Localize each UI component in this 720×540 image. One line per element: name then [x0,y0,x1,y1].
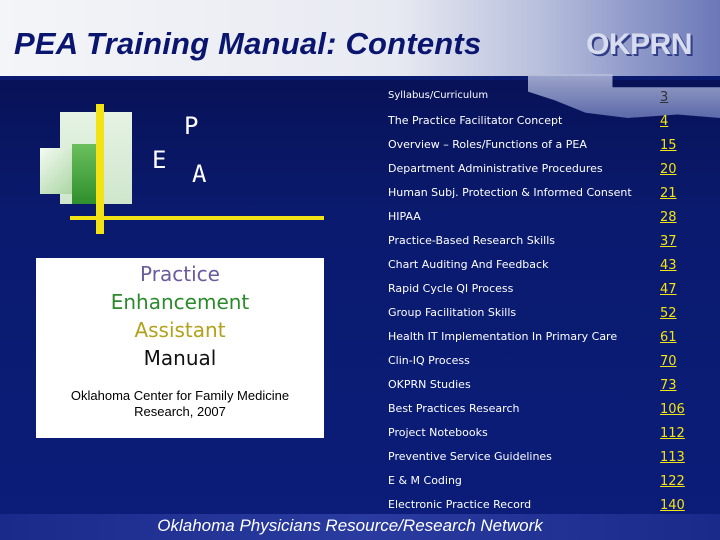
toc-item-label: Overview – Roles/Functions of a PEA [388,138,587,151]
okprn-logo-text: OKPRN [586,28,692,61]
green-square-small [40,148,74,194]
toc-page-link[interactable]: 21 [660,186,677,201]
toc-page-link[interactable]: 20 [660,162,677,177]
toc-item-label: The Practice Facilitator Concept [388,114,563,127]
toc-page-link[interactable]: 113 [660,450,685,465]
toc-item [388,86,698,110]
manual-cover-card [36,258,324,438]
manual-title-line: Assistant [134,318,226,342]
pea-letter-a: A [192,160,207,188]
manual-title-line: Manual [143,346,217,370]
table-of-contents [388,0,708,540]
toc-item-label: Rapid Cycle QI Process [388,282,514,295]
toc-item [388,422,698,446]
toc-page-link[interactable]: 28 [660,210,677,225]
toc-item-label: Electronic Practice Record [388,498,532,511]
toc-item [388,350,698,374]
organization-line: Oklahoma Center for Family Medicine [70,388,290,403]
toc-item [388,134,698,158]
toc-item [388,206,698,230]
toc-page-link[interactable]: 61 [660,330,677,345]
toc-page-link[interactable]: 43 [660,258,677,273]
yellow-vertical-bar [96,104,104,234]
toc-page-link[interactable]: 37 [660,234,677,249]
manual-organization [36,388,324,420]
toc-item [388,374,698,398]
toc-page-link[interactable]: 47 [660,282,677,297]
footer-text: Oklahoma Physicians Resource/Research Network [157,516,543,535]
toc-item [388,110,698,134]
toc-item-label: E & M Coding [388,474,462,487]
manual-title-line: Practice [140,262,220,286]
toc-item-label: Preventive Service Guidelines [388,450,552,463]
toc-item-label: Department Administrative Procedures [388,162,603,175]
toc-item [388,158,698,182]
toc-page-link[interactable]: 15 [660,138,677,153]
toc-item [388,254,698,278]
pea-letter-p: P [184,112,199,140]
toc-item-label: Project Notebooks [388,426,488,439]
toc-item-label: Syllabus/Curriculum [388,90,489,101]
manual-title [36,260,324,372]
pea-logo-graphic [30,90,330,240]
organization-line: Research, 2007 [134,404,226,419]
toc-page-link[interactable]: 52 [660,306,677,321]
toc-page-link[interactable]: 112 [660,426,685,441]
page-title: PEA Training Manual: Contents [14,26,482,61]
toc-page-link[interactable]: 4 [660,114,669,129]
toc-item [388,278,698,302]
toc-item-label: HIPAA [388,210,421,223]
pea-letter-e: E [152,146,167,174]
toc-item-label: Group Facilitation Skills [388,306,517,319]
toc-item [388,230,698,254]
toc-item-label: Practice-Based Research Skills [388,234,555,247]
toc-item [388,302,698,326]
toc-page-link[interactable]: 122 [660,474,685,489]
toc-item-label: Chart Auditing And Feedback [388,258,549,271]
toc-item [388,326,698,350]
toc-item-label: OKPRN Studies [388,378,471,391]
toc-page-link[interactable]: 70 [660,354,677,369]
toc-page-link[interactable]: 140 [660,498,685,513]
toc-item-label: Health IT Implementation In Primary Care [388,330,618,343]
toc-item [388,470,698,494]
toc-item [388,182,698,206]
toc-item-label: Best Practices Research [388,402,520,415]
yellow-horizontal-line [70,216,324,220]
toc-item [388,398,698,422]
toc-page-link[interactable]: 106 [660,402,685,417]
toc-page-link[interactable]: 3 [660,90,669,105]
toc-item-label: Clin-IQ Process [388,354,470,367]
toc-page-link[interactable]: 73 [660,378,677,393]
toc-item [388,446,698,470]
manual-title-line: Enhancement [110,290,250,314]
toc-item-label: Human Subj. Protection & Informed Consent [388,186,632,199]
